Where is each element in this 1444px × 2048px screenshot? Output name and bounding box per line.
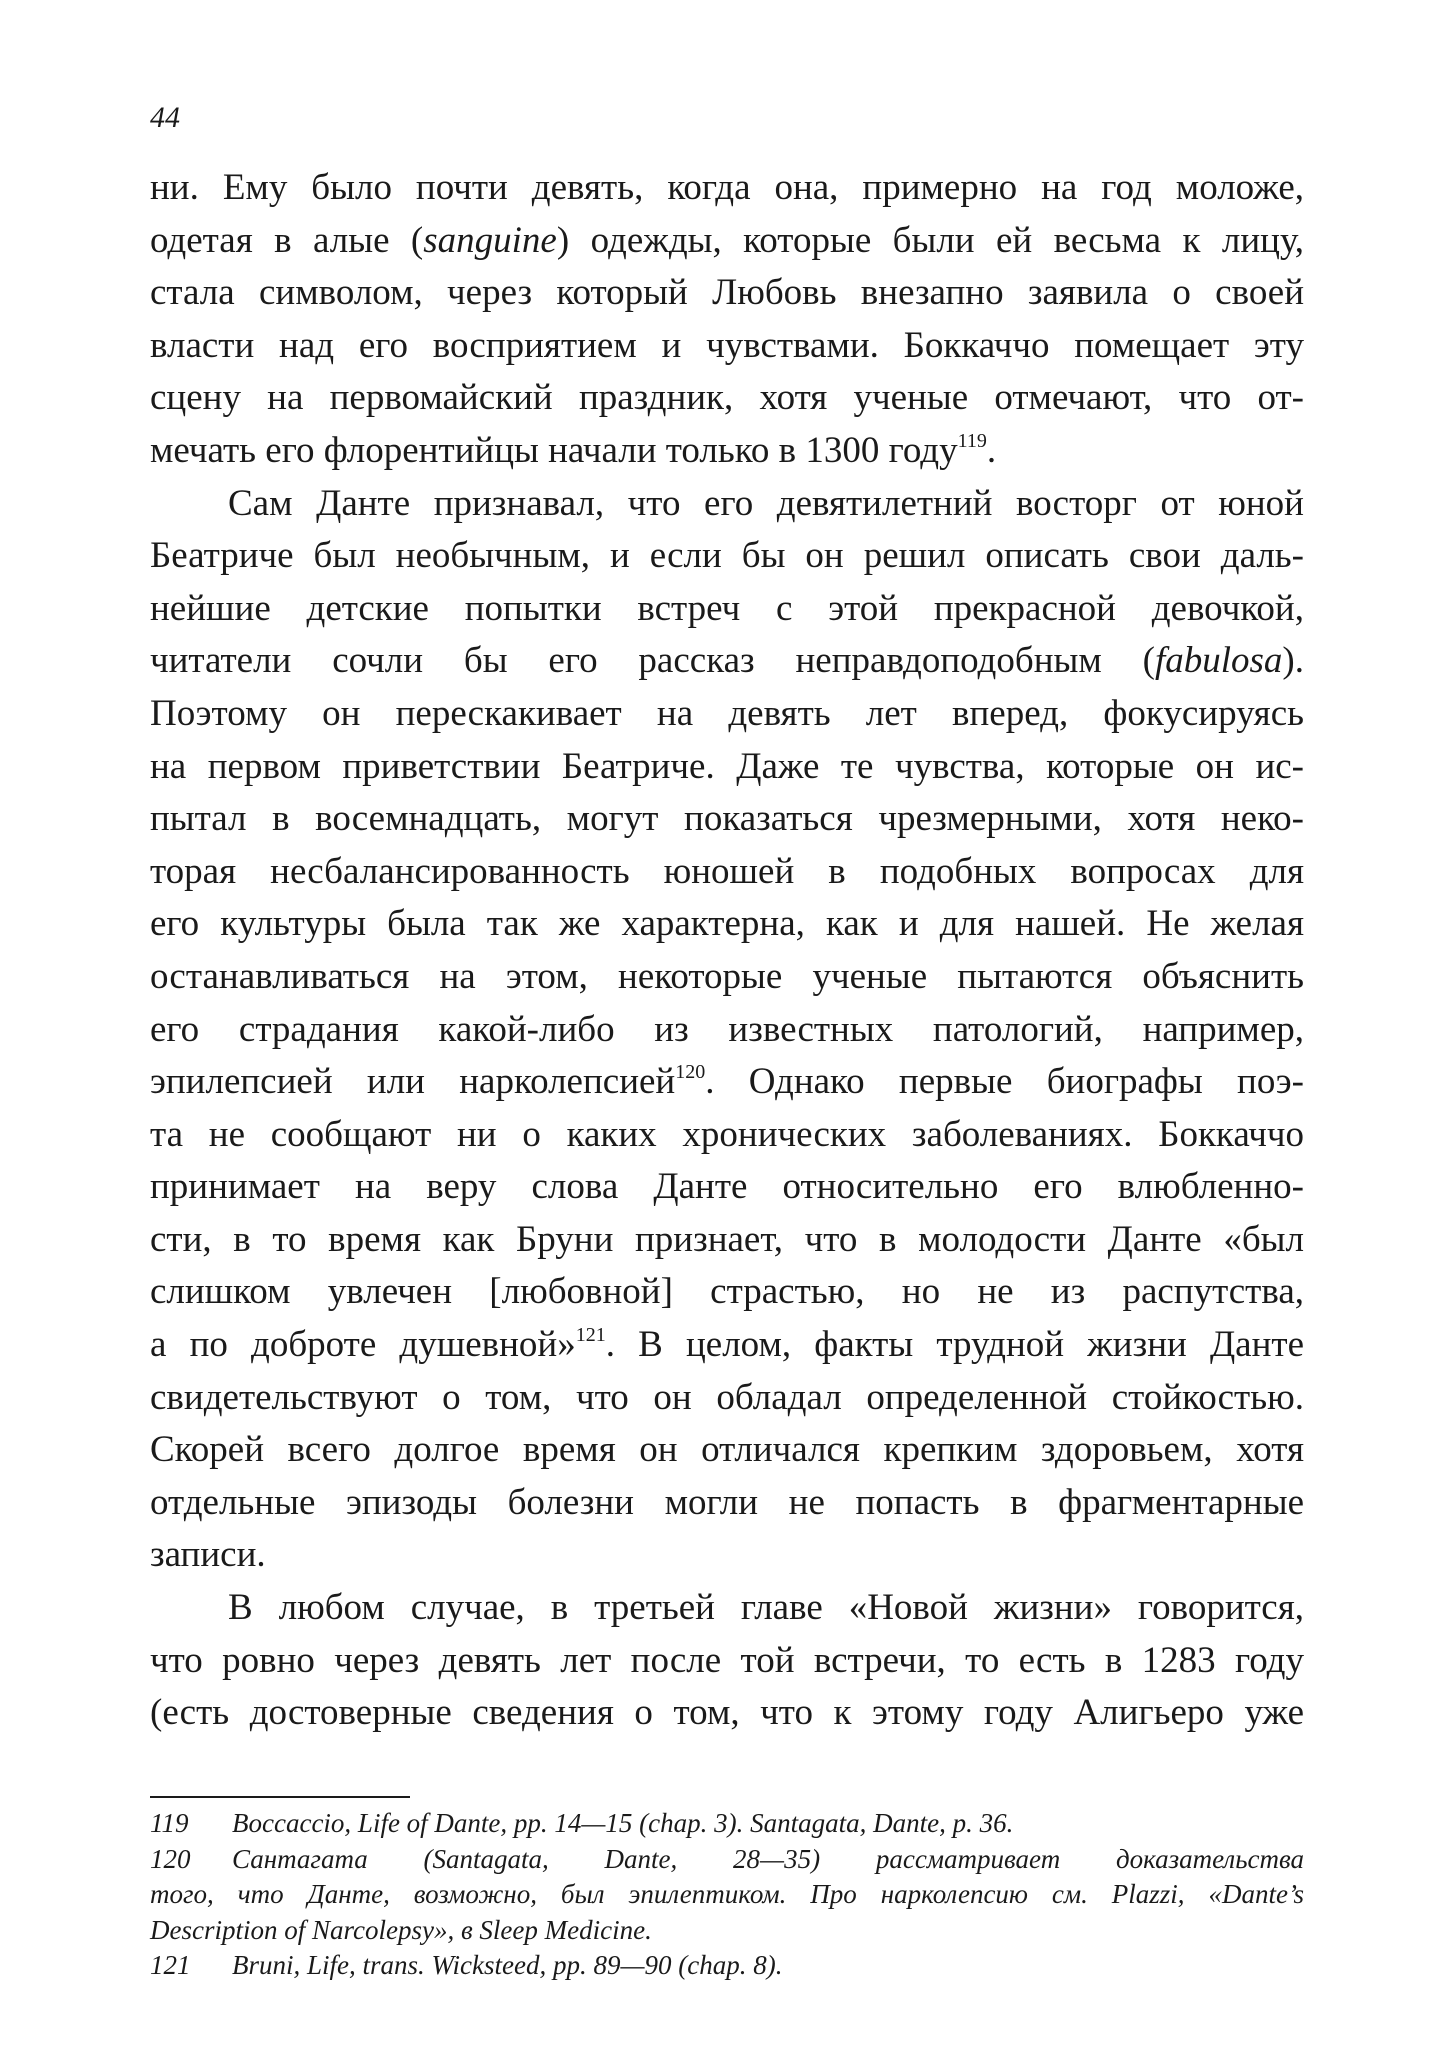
- footnote-text: Сантагата (Santagata, Dante, 28—35) рассматривает доказательства: [232, 1843, 1304, 1874]
- footnote-number: 121: [150, 1950, 191, 1980]
- text-line: Скорей всего долгое время он отличался крепким здоровьем, хотя: [150, 1429, 1304, 1471]
- footnote-text: Boccaccio, Life of Dante, pp. 14—15 (chap. 3). Santagata, Dante, p. 36.: [232, 1808, 1014, 1838]
- footnote-text: того, что Данте, возможно, был эпилептиком. Про нарколепсию см. Plazzi, «Dante’s: [150, 1879, 1304, 1909]
- text-line: (есть достоверные сведения о том, что к этому году Алигьеро уже: [150, 1692, 1304, 1734]
- footnote: [150, 1842, 1304, 1949]
- text-line: читатели сочли бы его рассказ неправдоподобным (fabulosa).: [150, 640, 1304, 682]
- text-line: останавливаться на этом, некоторые ученые пытаются объяснить: [150, 955, 1304, 997]
- footnote-ref[interactable]: 121: [575, 1324, 606, 1347]
- text-line: та не сообщают ни о каких хронических заболеваниях. Боккаччо: [150, 1113, 1304, 1155]
- italic-term: fabulosa: [1154, 640, 1283, 682]
- text-line: мечать его флорентийцы начали только в 1300 году$^{119}$.: [150, 429, 997, 471]
- footnotes: [150, 1806, 1304, 1984]
- text-line: его страдания какой-либо из известных патологий, например,: [150, 1008, 1304, 1050]
- footnote-text: Bruni, Life, trans. Wicksteed, pp. 89—90 (chap. 8).: [232, 1950, 783, 1980]
- text-line: В любом случае, в третьей главе «Новой жизни» говорится,: [228, 1587, 1304, 1629]
- footnote-ref[interactable]: 119: [957, 429, 987, 452]
- text-line: власти над его восприятием и чувствами. Боккаччо помещает эту: [150, 324, 1304, 366]
- text-line: сти, в то время как Бруни признает, что в молодости Данте «был: [150, 1218, 1304, 1260]
- text-line: торая несбалансированность юношей в подобных вопросах для: [150, 850, 1304, 892]
- footnote-number: 119: [150, 1808, 189, 1838]
- text-line: записи.: [150, 1534, 266, 1576]
- footnote-number: 120: [150, 1843, 191, 1874]
- page-number: 44: [150, 101, 180, 134]
- text-line: пытал в восемнадцать, могут показаться чрезмерными, хотя неко-: [150, 798, 1304, 840]
- text-line: Поэтому он перескакивает на девять лет вперед, фокусируясь: [150, 692, 1304, 734]
- footnote: [150, 1948, 1304, 1984]
- text-line: а по доброте душевной»$^{121}$. В целом, факты трудной жизни Данте: [150, 1324, 1304, 1366]
- text-line: свидетельствуют о том, что он обладал определенной стойкостью.: [150, 1376, 1304, 1418]
- text-line: ни. Ему было почти девять, когда она, примерно на год моложе,: [150, 167, 1304, 208]
- text-line: отдельные эпизоды болезни могли не попасть в фрагментарные: [150, 1481, 1304, 1523]
- footnote-ref[interactable]: 120: [675, 1061, 706, 1084]
- text-line: стала символом, через который Любовь внезапно заявила о своей: [150, 272, 1304, 314]
- text-line: слишком увлечен [любовной] страстью, но не из распутства,: [150, 1271, 1304, 1313]
- text-line: эпилепсией или нарколепсией$^{120}$. Однако первые биографы поэ-: [150, 1061, 1304, 1103]
- footnote: [150, 1806, 1304, 1842]
- footnote-divider: [150, 1796, 410, 1798]
- text-line: что ровно через девять лет после той встречи, то есть в 1283 году: [150, 1639, 1304, 1681]
- text-line: на первом приветствии Беатриче. Даже те чувства, которые он ис-: [150, 745, 1304, 787]
- text-line: его культуры была так же характерна, как и для нашей. Не желая: [150, 903, 1304, 945]
- text-line: нейшие детские попытки встреч с этой прекрасной девочкой,: [150, 587, 1304, 629]
- text-line: Сам Данте признавал, что его девятилетний восторг от юной: [228, 482, 1304, 524]
- text-line: сцену на первомайский праздник, хотя ученые отмечают, что от-: [150, 377, 1304, 419]
- text-line: одетая в алые (sanguine) одежды, которые были ей весьма к лицу,: [150, 219, 1305, 261]
- footnote-text: Description of Narcolepsy», в Sleep Medicine.: [150, 1914, 652, 1945]
- text-line: Беатриче был необычным, и если бы он решил описать свои даль-: [150, 535, 1304, 577]
- text-line: принимает на веру слова Данте относительно его влюбленно-: [150, 1166, 1304, 1208]
- body-text: [150, 162, 1304, 1740]
- italic-term: sanguine: [423, 219, 557, 261]
